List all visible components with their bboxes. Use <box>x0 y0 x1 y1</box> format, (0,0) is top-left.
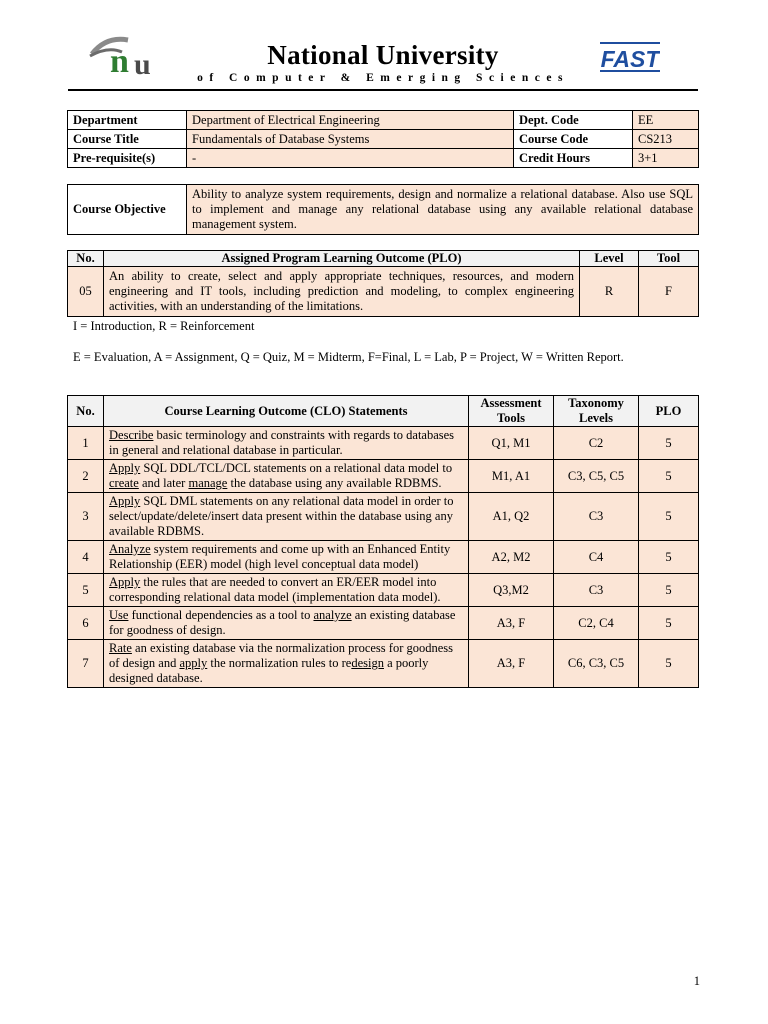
clo-action-verb: design <box>351 656 384 670</box>
clo-no: 6 <box>68 607 104 640</box>
objective-label: Course Objective <box>68 185 187 235</box>
clo-statement-header: Course Learning Outcome (CLO) Statements <box>104 396 469 427</box>
clo-statement <box>104 541 469 574</box>
clo-no: 3 <box>68 493 104 541</box>
clo-assessment-tools: A2, M2 <box>469 541 554 574</box>
course-objective-table <box>67 184 699 235</box>
level-legend: I = Introduction, R = Reinforcement <box>73 319 255 333</box>
clo-statement-text: SQL DML statements on any relational data model in order to select/update/delete/insert data present within the database using any available RDBMS. <box>109 494 454 538</box>
table-row <box>68 149 699 168</box>
table-row <box>68 574 699 607</box>
clo-table <box>67 395 699 688</box>
table-row <box>68 427 699 460</box>
clo-plo-header: PLO <box>639 396 699 427</box>
clo-statement-text: functional dependencies as a tool to <box>128 608 314 622</box>
course-title-value: Fundamentals of Database Systems <box>187 130 514 149</box>
table-row <box>68 640 699 688</box>
course-title-label: Course Title <box>68 130 187 149</box>
page-number: 1 <box>693 974 700 988</box>
clo-statement-text: an existing database via the normalization process for goodness of design and <box>109 641 454 670</box>
course-code-label: Course Code <box>514 130 633 149</box>
fast-logo-text: FAST <box>600 46 660 72</box>
table-row <box>68 111 699 130</box>
svg-text:u: u <box>134 48 151 78</box>
clo-assessment-tools: A1, Q2 <box>469 493 554 541</box>
clo-statement <box>104 427 469 460</box>
clo-no-header: No. <box>68 396 104 427</box>
clo-statement-text: basic terminology and constraints with regards to databases in general and relational database in particular. <box>109 428 455 457</box>
clo-action-verb: apply <box>179 656 208 670</box>
clo-no: 1 <box>68 427 104 460</box>
objective-text: Ability to analyze system requirements, design and normalize a relational database. Also use SQL to implement and manage any relational database using any available relational database management system. <box>187 185 699 235</box>
clo-statement-text: the normalization rules to re <box>207 656 352 670</box>
clo-statement-text: SQL DDL/TCL/DCL statements on a relational data model to <box>140 461 453 475</box>
table-row <box>68 460 699 493</box>
clo-taxonomy-level: C3 <box>554 574 639 607</box>
clo-plo: 5 <box>639 640 699 688</box>
clo-action-verb: manage <box>188 476 228 490</box>
header-divider <box>68 89 698 91</box>
clo-statement-text: and later <box>138 476 189 490</box>
clo-statement-text: a poorly designed database. <box>109 656 429 685</box>
university-name: National University <box>267 40 499 70</box>
clo-action-verb: Use <box>109 608 129 622</box>
prerequisite-value: - <box>187 149 514 168</box>
clo-taxonomy-level: C3 <box>554 493 639 541</box>
credit-hours-label: Credit Hours <box>514 149 633 168</box>
clo-assessment-tools: A3, F <box>469 607 554 640</box>
plo-table <box>67 250 699 317</box>
plo-tool-header: Tool <box>639 251 699 267</box>
plo-outcome: An ability to create, select and apply appropriate techniques, resources, and modern engineering and IT tools, including prediction and modeling, to complex engineering activities, with an understanding of the limitations. <box>104 267 580 317</box>
clo-no: 5 <box>68 574 104 607</box>
clo-action-verb: Apply <box>109 461 141 475</box>
plo-level: R <box>580 267 639 317</box>
clo-plo: 5 <box>639 607 699 640</box>
clo-action-verb: create <box>109 476 139 490</box>
clo-plo: 5 <box>639 574 699 607</box>
plo-no: 05 <box>68 267 104 317</box>
clo-plo: 5 <box>639 541 699 574</box>
clo-no: 7 <box>68 640 104 688</box>
clo-taxonomy-header: Taxonomy Levels <box>554 396 639 427</box>
clo-taxonomy-level: C2, C4 <box>554 607 639 640</box>
fast-logo-icon <box>600 40 660 74</box>
table-row <box>68 185 699 235</box>
document-header <box>68 30 698 92</box>
prerequisite-label: Pre-requisite(s) <box>68 149 187 168</box>
clo-no: 4 <box>68 541 104 574</box>
table-row <box>68 607 699 640</box>
plo-no-header: No. <box>68 251 104 267</box>
clo-action-verb: Apply <box>109 575 141 589</box>
course-code-value: CS213 <box>633 130 699 149</box>
plo-level-header: Level <box>580 251 639 267</box>
clo-plo: 5 <box>639 427 699 460</box>
dept-code-label: Dept. Code <box>514 111 633 130</box>
clo-action-verb: analyze <box>313 608 352 622</box>
table-row <box>68 541 699 574</box>
clo-taxonomy-level: C3, C5, C5 <box>554 460 639 493</box>
clo-action-verb: Apply <box>109 494 141 508</box>
plo-tool: F <box>639 267 699 317</box>
clo-statement <box>104 493 469 541</box>
clo-statement-text: an existing database for goodness of design. <box>109 608 456 637</box>
course-info-table <box>67 110 699 168</box>
clo-statement <box>104 460 469 493</box>
table-header-row <box>68 251 699 267</box>
dept-code-value: EE <box>633 111 699 130</box>
clo-plo: 5 <box>639 460 699 493</box>
clo-taxonomy-level: C4 <box>554 541 639 574</box>
clo-statement-text: system requirements and come up with an Enhanced Entity Relationship (EER) model (high level conceptual data model) <box>109 542 451 571</box>
clo-statement-text: the rules that are needed to convert an ER/EER model into corresponding relational data model (implementation data model). <box>109 575 441 604</box>
table-row <box>68 267 699 317</box>
clo-statement <box>104 640 469 688</box>
clo-action-verb: Describe <box>109 428 154 442</box>
tool-legend: E = Evaluation, A = Assignment, Q = Quiz, M = Midterm, F=Final, L = Lab, P = Project, W = Written Report. <box>73 350 624 364</box>
clo-tools-header: Assessment Tools <box>469 396 554 427</box>
clo-statement-text: the database using any available RDBMS. <box>227 476 442 490</box>
clo-statement <box>104 607 469 640</box>
clo-assessment-tools: M1, A1 <box>469 460 554 493</box>
clo-assessment-tools: Q1, M1 <box>469 427 554 460</box>
clo-statement <box>104 574 469 607</box>
clo-action-verb: Analyze <box>109 542 151 556</box>
university-subtitle: of Computer & Emerging Sciences <box>197 72 569 84</box>
table-row <box>68 493 699 541</box>
department-value: Department of Electrical Engineering <box>187 111 514 130</box>
clo-plo: 5 <box>639 493 699 541</box>
clo-table-body <box>68 427 699 688</box>
department-label: Department <box>68 111 187 130</box>
clo-taxonomy-level: C2 <box>554 427 639 460</box>
clo-assessment-tools: Q3,M2 <box>469 574 554 607</box>
svg-text:n: n <box>110 43 129 78</box>
clo-no: 2 <box>68 460 104 493</box>
clo-action-verb: Rate <box>109 641 132 655</box>
credit-hours-value: 3+1 <box>633 149 699 168</box>
plo-outcome-header: Assigned Program Learning Outcome (PLO) <box>104 251 580 267</box>
table-header-row <box>68 396 699 427</box>
clo-taxonomy-level: C6, C3, C5 <box>554 640 639 688</box>
table-row <box>68 130 699 149</box>
clo-assessment-tools: A3, F <box>469 640 554 688</box>
